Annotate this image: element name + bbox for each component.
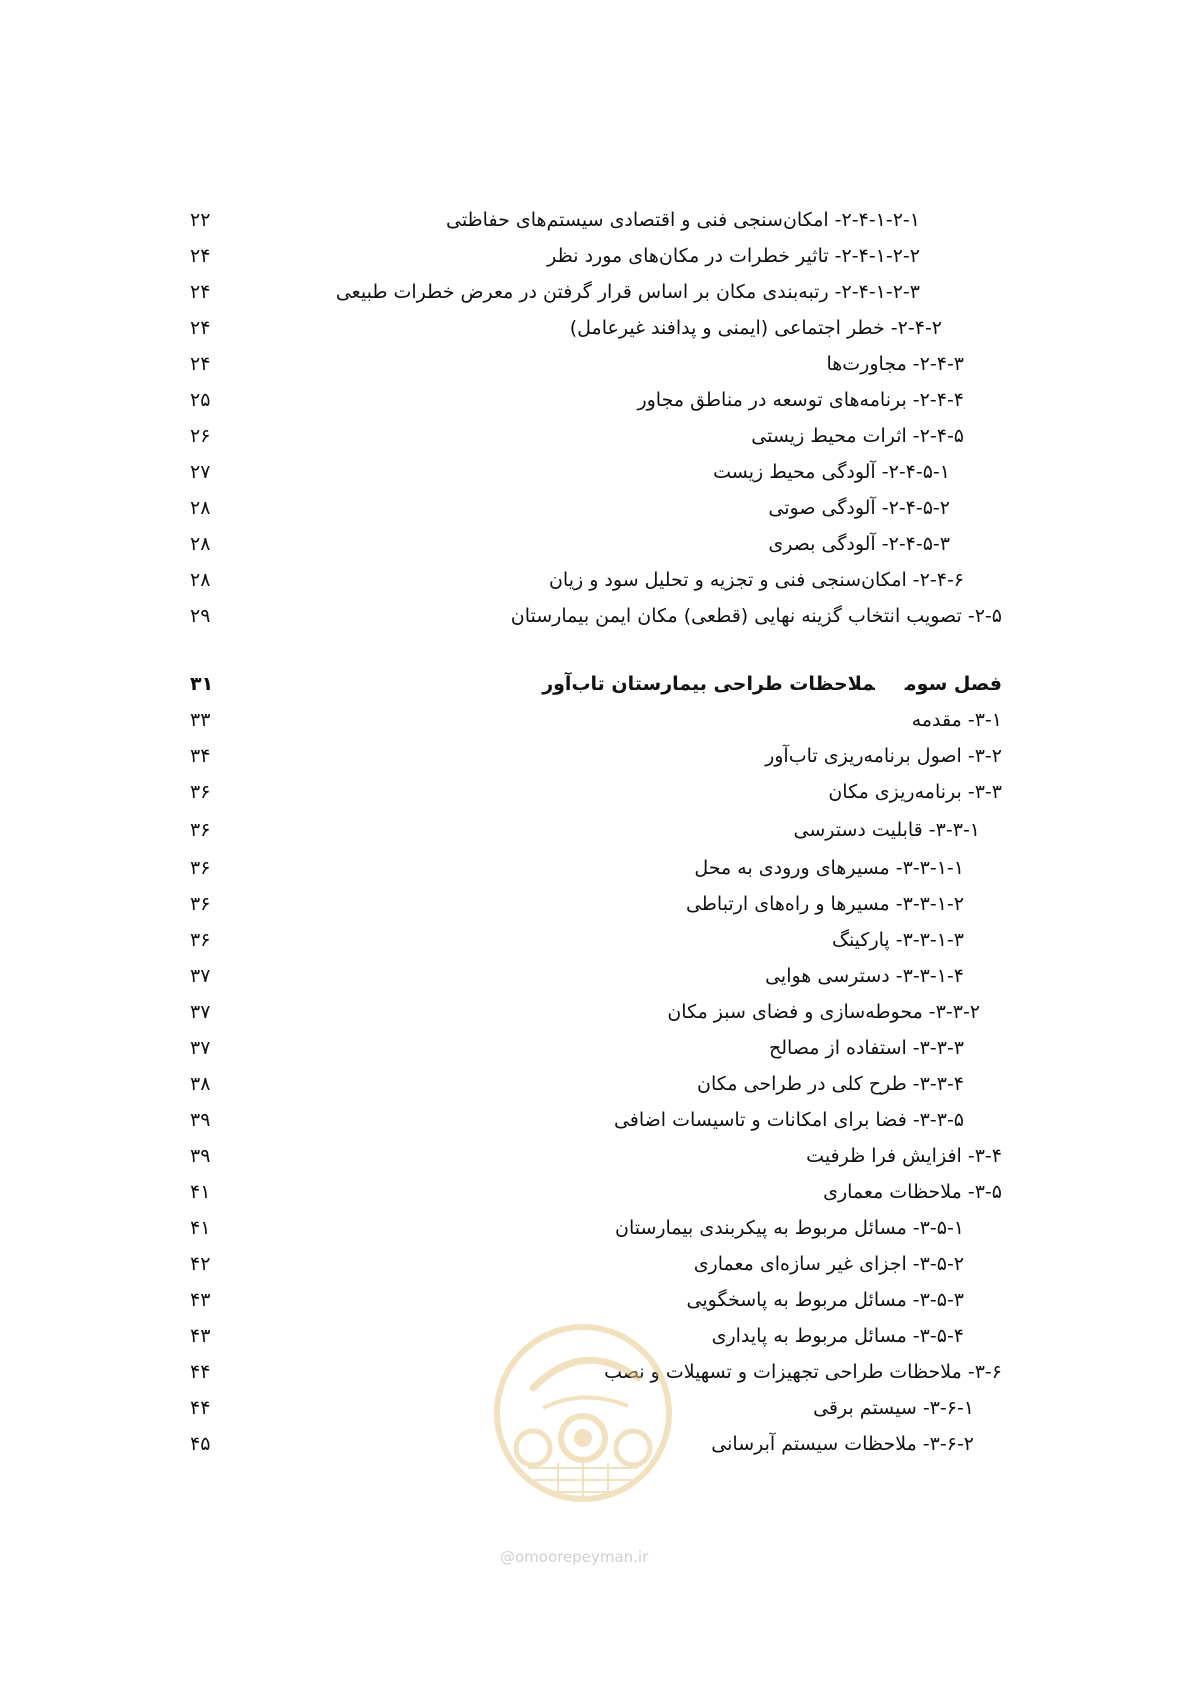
toc-entry-title: ۳-۳-۱-۱- مسیرهای ورودی به محل <box>694 857 964 879</box>
toc-entry-title: ۳-۵-۱- مسائل مربوط به پیکربندی بیمارستان <box>614 1217 964 1239</box>
toc-entry-title: ۲-۴-۶- امکان‌سنجی فنی و تجزیه و تحلیل سود و زیان <box>548 569 964 591</box>
toc-entry[interactable] <box>190 238 920 274</box>
toc-entry-page: ۴۱ <box>190 1217 211 1239</box>
toc-entry[interactable] <box>190 202 920 238</box>
toc-entry-title: ۳-۳-۴- طرح کلی در طراحی مکان <box>697 1073 964 1095</box>
toc-entry[interactable] <box>190 1102 964 1138</box>
toc-entry-page: ۲۴ <box>190 353 211 375</box>
toc-entry-title: ۲-۴-۵-۱- آلودگی محیط زیست <box>713 461 950 483</box>
toc-entry[interactable] <box>190 774 1002 810</box>
toc-entry[interactable] <box>190 1174 1002 1210</box>
toc-entry[interactable] <box>190 418 964 454</box>
toc-entry[interactable] <box>190 1282 964 1318</box>
toc-entry-page: ۴۲ <box>190 1253 211 1275</box>
toc-entry-title: ۳-۳-۳- استفاده از مصالح <box>768 1037 964 1059</box>
toc-entry[interactable] <box>190 1246 964 1282</box>
toc-entry-page: ۴۵ <box>190 1433 211 1455</box>
toc-entry-title: ۳-۶-۱- سیستم برقی <box>813 1397 974 1419</box>
toc-entry[interactable] <box>190 702 1002 738</box>
toc-entry-page: ۲۸ <box>190 497 211 519</box>
toc-entry-page: ۴۴ <box>190 1361 211 1383</box>
watermark-logo-icon <box>488 1318 678 1508</box>
toc-entry-title: ۳-۳- برنامه‌ریزی مکان <box>828 781 1002 803</box>
toc-entry-page: ۳۹ <box>190 1109 211 1131</box>
toc-entry[interactable] <box>190 994 980 1030</box>
toc-entry-page: ۲۴ <box>190 317 211 339</box>
toc-entry-page: ۲۸ <box>190 569 211 591</box>
toc-entry-title: ۳-۱- مقدمه <box>911 709 1002 731</box>
toc-entry[interactable] <box>190 382 964 418</box>
toc-entry-page: ۲۹ <box>190 605 211 627</box>
toc-entry-page: ۲۶ <box>190 425 211 447</box>
toc-entry[interactable] <box>190 562 964 598</box>
toc-entry-title: ۳-۴- افزایش فرا ظرفیت <box>806 1145 1002 1167</box>
watermark-url: @omoorepeyman.ir <box>500 1548 649 1566</box>
toc-entry-page: ۴۴ <box>190 1397 211 1419</box>
toc-entry[interactable] <box>190 850 964 886</box>
toc-entry-title: ۲-۴-۵- اثرات محیط زیستی <box>751 425 964 447</box>
toc-entry[interactable] <box>190 1210 964 1246</box>
chapter-label: فصل سوم <box>904 673 1002 695</box>
toc-entry[interactable] <box>190 1066 964 1102</box>
toc-entry-title: ۲-۴-۵-۲- آلودگی صوتی <box>768 497 950 519</box>
toc-entry[interactable] <box>190 1138 1002 1174</box>
toc-entry-title: ۳-۳-۱-۳- پارکینگ <box>831 929 964 951</box>
toc-entry-page: ۳۶ <box>190 893 211 915</box>
toc-entry-page: ۳۴ <box>190 745 211 767</box>
toc-entry-title: ۳-۵-۲- اجزای غیر سازه‌ای معماری <box>693 1253 964 1275</box>
toc-entry-title: ۳-۶- ملاحظات طراحی تجهیزات و تسهیلات و نصب <box>604 1361 1002 1383</box>
toc-entry-title: ۲-۴-۲- خطر اجتماعی (ایمنی و پدافند غیرعامل) <box>569 317 942 339</box>
toc-entry-title: ۳-۲- اصول برنامه‌ریزی تاب‌آور <box>765 745 1002 767</box>
toc-entry-page: ۳۸ <box>190 1073 211 1095</box>
toc-entry-title: ۲-۴-۱-۲-۱- امکان‌سنجی فنی و اقتصادی سیستم‌های حفاظتی <box>445 209 920 231</box>
toc-entry-page: ۲۷ <box>190 461 211 483</box>
toc-entry[interactable] <box>190 274 920 310</box>
toc-entry[interactable] <box>190 738 1002 774</box>
toc-entry-title: ۲-۴-۴- برنامه‌های توسعه در مناطق مجاور <box>637 389 964 411</box>
toc-entry-title: ۲-۴-۳- مجاورت‌ها <box>826 353 964 375</box>
toc-entry-title: ۳-۶-۲- ملاحظات سیستم آبرسانی <box>711 1433 974 1455</box>
toc-entry-page: ۳۹ <box>190 1145 211 1167</box>
toc-entry[interactable] <box>190 310 942 346</box>
toc-entry-page: ۴۳ <box>190 1325 211 1347</box>
toc-entry[interactable] <box>190 346 964 382</box>
toc-entry-page: ۳۶ <box>190 929 211 951</box>
toc-entry-page: ۲۵ <box>190 389 211 411</box>
toc-entry-title: ۳-۳-۲- محوطه‌سازی و فضای سبز مکان <box>667 1001 980 1023</box>
chapter-heading[interactable] <box>190 666 1002 702</box>
toc-entry-title: ۲-۴-۱-۲-۳- رتبه‌بندی مکان بر اساس قرار گرفتن در معرض خطرات طبیعی <box>335 281 920 303</box>
toc-entry-page: ۴۳ <box>190 1289 211 1311</box>
toc-entry-page: ۲۸ <box>190 533 211 555</box>
toc-entry[interactable] <box>190 490 950 526</box>
toc-entry-page: ۳۶ <box>190 857 211 879</box>
toc-entry-title: ۲-۴-۵-۳- آلودگی بصری <box>768 533 950 555</box>
toc-entry-page: ۳۷ <box>190 1037 211 1059</box>
toc-entry-title: ۲-۵- تصویب انتخاب گزینه نهایی (قطعی) مکان ایمن بیمارستان <box>510 605 1002 627</box>
toc-entry[interactable] <box>190 598 1002 634</box>
chapter-title: ملاحظات طراحی بیمارستان تاب‌آور <box>542 673 875 695</box>
toc-entry-title: ۳-۵-۳- مسائل مربوط به پاسخگویی <box>686 1289 964 1311</box>
toc-entry-page: ۳۳ <box>190 709 211 731</box>
toc-entry-page: ۳۷ <box>190 1001 211 1023</box>
toc-entry-page: ۲۴ <box>190 281 211 303</box>
toc-entry-title: ۳-۳-۵- فضا برای امکانات و تاسیسات اضافی <box>613 1109 964 1131</box>
toc-entry[interactable] <box>190 886 964 922</box>
toc-entry-page: ۳۶ <box>190 781 211 803</box>
chapter-page: ۳۱ <box>190 673 214 695</box>
toc-entry[interactable] <box>190 922 964 958</box>
toc-entry[interactable] <box>190 958 964 994</box>
toc-entry[interactable] <box>190 454 950 490</box>
toc-entry-title: ۳-۳-۱-۴- دسترسی هوایی <box>765 965 964 987</box>
toc-entry-page: ۴۱ <box>190 1181 211 1203</box>
toc-entry-page: ۳۶ <box>190 819 211 841</box>
toc-entry-page: ۲۲ <box>190 209 211 231</box>
toc-entry[interactable] <box>190 1030 964 1066</box>
toc-entry-title: ۳-۳-۱- قابلیت دسترسی <box>793 819 980 841</box>
toc-entry[interactable] <box>190 812 980 848</box>
toc-entry-title: ۲-۴-۱-۲-۲- تاثیر خطرات در مکان‌های مورد نظر <box>547 245 920 267</box>
toc-entry-title: ۳-۵- ملاحظات معماری <box>823 1181 1002 1203</box>
toc-entry-page: ۲۴ <box>190 245 211 267</box>
toc-entry-title: ۳-۳-۱-۲- مسیرها و راه‌های ارتباطی <box>685 893 964 915</box>
toc-entry-page: ۳۷ <box>190 965 211 987</box>
toc-entry-title: ۳-۵-۴- مسائل مربوط به پایداری <box>711 1325 964 1347</box>
toc-entry[interactable] <box>190 526 950 562</box>
